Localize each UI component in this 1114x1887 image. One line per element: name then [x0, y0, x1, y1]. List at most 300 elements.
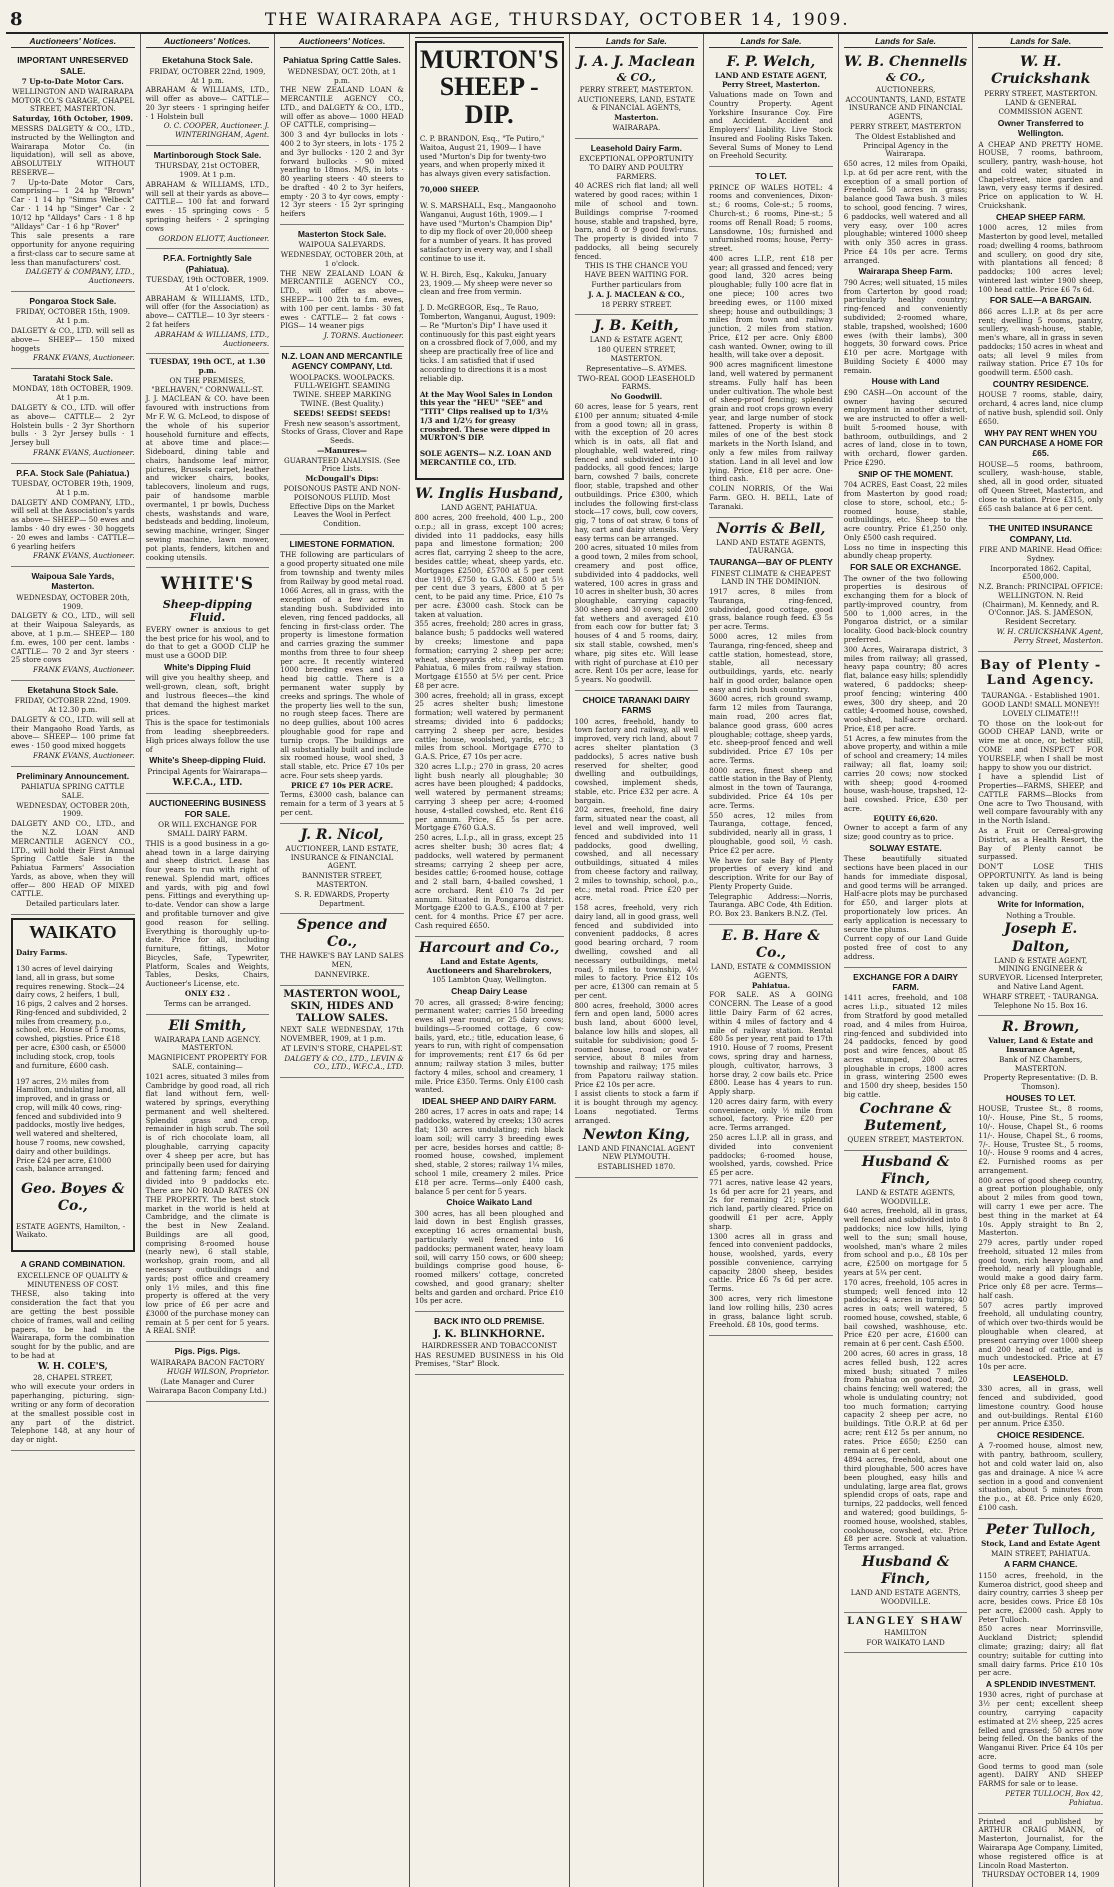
ad-body: 130 acres of level dairying land, all in grass, but some requires renewing. Stock—24 dairy cows, 2 heifers, 1 bull, 16 pigs, 2 calves and 2 horses. Ring-fenced and subdivided, 2 miles from creamery, p.o., school, etc. House of 5 rooms, cowshed, pigsties. Price £18 per acre, £300 cash, or £5000 including stock, crop, tools and furniture, £600 cash.	[16, 964, 128, 1070]
ad-signature: FRANK EVANS, Auctioneer.	[32, 665, 135, 675]
ad-address: PERRY STREET, MASTERTON.	[579, 84, 693, 94]
ad-town-2: WAIRARAPA.	[612, 122, 661, 132]
ad-body: W. S. MARSHALL, Esq., Mangaonoho Wanganui, August 16th, 1909.— I have used "Murton's Champion Dip" to dip my flock of over 20,000 sheep for a number of years. It has proved satisfactory in every way, and I shall continue to use it.	[419, 201, 557, 263]
column-1	[6, 34, 141, 1887]
ad-list: 7 Up-to-Date Motor Cars, comprising— 1 24 hp "Brown" Car · 1 14 hp "Simms Welbeck" Car · 1 14 hp "Singer" Car · 2 10/12 hp "Alldays" Cars · 1 8 hp "Alldays" Car · 1 6 hp "Rover"	[11, 177, 135, 231]
ad-subtitle: LAND & ESTATE AGENTS, WOODVILLE.	[856, 1187, 956, 1206]
advert-spence	[280, 914, 404, 986]
ad-body: W. H. Birch, Esq., Kakuku, January 23, 1909.— My sheep were never so clean and free from vermin.	[419, 269, 553, 297]
advert-chennells	[844, 51, 968, 967]
advert-pongaroa	[11, 292, 135, 369]
ad-incorporated: Incorporated 1862. Capital, £500,000.	[990, 563, 1092, 582]
columns	[6, 34, 1108, 1880]
ad-place: ON THE PREMISES, "BELHAVEN," CORNWALL-ST.	[151, 375, 264, 394]
ad-note: Owner to accept a farm of any size; good country as to price.	[843, 823, 968, 842]
ad-place: WAIPOUA SALEYARDS.	[298, 240, 386, 250]
ad-title: P.F.A. Fortnightly Sale (Pahiatua).	[163, 253, 252, 274]
ad-subtitle: WAIRARAPA LAND AGENCY. MASTERTON.	[154, 1034, 261, 1053]
ad-body: 790 Acres; well situated, 15 miles from Carterton by good road; particularly healthy country; ring-fenced and conveniently subdivided; 2-roomed whare, stable, trapshed, woolshed; 1600 ewes (with their lambs), 300 hoggets, 30 forward cows. Price £10 per acre. Mortgage with Building Society £ 4000 may remain.	[843, 277, 968, 375]
ad-town: Masterton.	[614, 113, 659, 123]
ad-note: This is the space for testimonials from leading sheepbreeders. High prices always follow the use of	[145, 718, 270, 754]
ad-subtitle: FIRE AND MARINE. Head Office: Sydney.	[979, 545, 1103, 563]
ad-subtitle: LAND AND ESTATE AGENTS, WOODVILLE.	[850, 1588, 961, 1606]
ad-town: HAMILTON	[884, 1627, 927, 1637]
advert-preliminary	[11, 767, 135, 915]
ad-title: A FARM CHANCE.	[1004, 1559, 1078, 1570]
ad-title: MASTERTON WOOL, SKIN, HIDES AND TALLOW SALES.	[283, 988, 401, 1025]
ad-body: 250 acres L.I.P. all in grass, and divided into convenient paddocks; 6-roomed house, woolshed, yards, cowshed. Price £5 per acre.	[709, 1132, 833, 1178]
ad-title: MURTON'S	[419, 45, 559, 74]
advert-waikato	[11, 918, 135, 1252]
ad-signature: DALGETY & CO., LTD., LEVIN & CO., LTD., W.F.C.A., LTD.	[284, 1053, 404, 1072]
ad-signature: FRANK EVANS, Auctioneer.	[32, 353, 135, 363]
ad-date: FRIDAY, OCTOBER 15th, 1909. At 1 p.m.	[15, 307, 130, 326]
ad-body: As a Fruit or Cereal-growing District, as a Health Resort, the Bay of Plenty cannot be surpassed.	[978, 826, 1103, 862]
ad-manures: —Manures—	[317, 445, 367, 455]
ad-agent-name: W.F.C.A., LTD.	[172, 777, 243, 788]
masthead	[6, 0, 1108, 34]
ad-title: LIMESTONE FORMATION.	[289, 538, 395, 549]
page-number: 8	[10, 9, 23, 30]
advert-maclean	[575, 51, 699, 138]
ad-body: 1930 acres, right of purchase at 3½ per cent; excellent sheep country, carrying capacity estimated at 2½ sheep, 225 acres felled and grassed; 50 acres now being felled. On the banks of the Wanganui River. Price £4 10s per acre.	[978, 1690, 1103, 1761]
ad-body: 8000 acres, finest sheep and cattle station in the Bay of Plenty, almost in the town of Tauranga, subdivided. Price £4 10s per acre. Terms.	[709, 765, 833, 810]
advert-to-let	[709, 167, 833, 517]
ad-subtitle: Dairy Farms.	[16, 948, 68, 958]
ad-title: TWO-REAL GOOD LEASEHOLD FARMS.	[577, 373, 696, 392]
ad-body: EVERY owner is anxious to get the best price for his wool, and to do that to get a GOOD CLIP he must use a GOOD DIP.	[145, 624, 270, 661]
ad-title: A SPLENDID INVESTMENT.	[985, 1679, 1096, 1690]
ad-body: DALGETY & CO., LTD. will sell as above— SHEEP— 150 mixed hoggets	[11, 325, 135, 353]
ad-body: 300 acres, freehold; all in grass, except 25 acres shelter bush; limestone formation; well watered by permanent streams; divided into 6 paddocks; carrying 2 sheep per acre, besides cattle; house, woolshed, yards, etc.; 3 miles from school. Mortgage £770 to G.A.S. Price, £7 10s per acre.	[414, 690, 564, 762]
ad-subtitle: LAND, ESTATE & COMMISSION AGENTS,	[710, 962, 832, 980]
ad-signature: J. A. J. MACLEAN & CO.,	[588, 289, 685, 299]
ad-subtitle: EXCEPTIONAL OPPORTUNITY TO DAIRY AND POULTRY FARMERS.	[579, 154, 694, 181]
ad-body: THE NEW ZEALAND LOAN & MERCANTILE AGENCY CO., LTD., and DALGETY & CO., LTD., will offer as above— 1000 HEAD OF CATTLE, comprising—	[280, 85, 404, 130]
ad-title: A GRAND COMBINATION.	[20, 1259, 125, 1270]
newspaper-title: THE WAIRARAPA AGE, THURSDAY, OCTOBER 14, 1909.	[264, 10, 850, 30]
ad-signature: Geo. Boyes & Co.,	[21, 1181, 125, 1215]
ad-date: TUESDAY, OCTOBER 19th, 1909, At 1 p.m.	[11, 479, 134, 497]
ad-subtitle: AUCTIONEER, LAND ESTATE, INSURANCE & FINANCIAL AGENT.	[285, 843, 399, 871]
imprint	[978, 1814, 1103, 1885]
advert-pfa	[11, 464, 135, 567]
ad-name: W. Inglis Husband,	[415, 486, 564, 503]
column-6	[704, 34, 839, 1887]
ad-body: HOUSE, Trustee St., 8 rooms, 10/-. House, Pine St., 5 rooms, 10/-. House, Chapel St., 6 rooms 11/-. House, Chapel St., 6 rooms, 7/-. House, Trustee St., 5 rooms, 10/-. House 9 rooms and 4 acres, £2. Furnished rooms as per arrangement.	[978, 1104, 1103, 1175]
ad-town: Pahiatua.	[751, 980, 791, 990]
ad-body: £90 CASH—On account of the owner having secured employment in another district, we are instructed to offer a well-built 5-roomed house, with bathroom, outbuildings, and 2 acres of land, close in to town, with orchard, flower garden. Price £290.	[843, 387, 968, 468]
ad-subtitle-2: ACCOUNTANTS, LAND, ESTATE INSURANCE AND FINANCIAL AGENTS,	[845, 94, 966, 122]
column-head: Lands for Sale.	[978, 36, 1103, 48]
ad-body: 202 acres, freehold, fine dairy farm, situated near the coast, all level and well improved, well fenced and subdivided into 11 paddocks, good dwelling, cowshed, and all necessary outbuildings, situated 4 miles from cheese factory and railway, 2 miles to township, school, p.o., etc.; metal road. Price £20 per acre.	[574, 805, 699, 903]
ad-name: Newton King,	[582, 1126, 690, 1143]
ad-body: 280 acres, 17 acres in oats and rape; 14 paddocks, watered by creeks; 130 acres flat; 130 acres undulating; rich black loam soil; will carry 3 breeding ewes per acre, besides horses and cattle; 8-roomed house, cowshed, implement shed, stable, 2 stores; railway 1¼ miles, school 1 mile, creamery 2 miles. Price £18 per acre. Terms—only £400 cash, balance 5 per cent for 5 years.	[414, 1107, 564, 1196]
ad-name: Husband & Finch,	[861, 1553, 950, 1588]
ad-subtitle: FOR WAIKATO LAND	[866, 1637, 945, 1647]
ad-signature: HUGH WILSON, Proprietor.	[167, 1367, 270, 1377]
imprint-date: THURSDAY OCTOBER 14, 1909	[981, 1870, 1100, 1880]
ad-body: ABRAHAM & WILLIAMS, LTD., will sell at their yards as above— CATTLE— 100 fat and forward ewes · 15 springing cows · 5 springing heifers · 2 springing cows	[145, 179, 270, 233]
column-head: Auctioneers' Notices.	[280, 36, 404, 48]
advert-nicol	[280, 824, 404, 915]
ad-date: MONDAY, 18th OCTOBER, 1909. At 1 p.m.	[12, 384, 134, 403]
ad-write: Write for Information,	[997, 899, 1084, 910]
advert-exchange-dairy	[844, 968, 968, 1151]
ad-subtitle: Stock, Land and Estate Agent	[981, 1538, 1101, 1548]
advert-martinborough	[146, 146, 270, 249]
advert-welch	[709, 51, 833, 167]
ad-signature: O. C. COOPER, Auctioneer. J. WINTERINGHAM, Agent.	[163, 121, 270, 140]
ad-title: White's Dipping Fluid	[164, 661, 251, 672]
ad-agents: Principal Agents for Wairarapa—	[147, 766, 268, 776]
ad-body: J. D. McGREGOR, Esq., Te Rauo, Tomberton, Wanganui, August, 1909:— Re "Murton's Dip" I have used it continuously for this past eight years on a crossbred flock of 7,000, and my sheep are practically free of lice and ticks. I am satisfied that if used according to directions it is a most reliable dip.	[419, 303, 557, 383]
ad-title: THE UNITED INSURANCE COMPANY, Ltd.	[988, 523, 1093, 544]
ad-title: COUNTRY RESIDENCE.	[992, 379, 1089, 390]
advert-nz-loan	[280, 347, 404, 535]
ad-body: FOR SALE. AS A GOING CONCERN. The Lease of a good little Dairy Farm of 62 acres, within 4 miles of factory and 4 mile of railway station. Rental £80 5s per year, rent paid to 17th 1910. House of 7 rooms, Present cows, spring dray and harness, plough, cultivator, harrows, 3 horse dray, 2 cow bails etc. Price £800. Lease has 4 years to run. Apply sharp.	[709, 990, 833, 1097]
ad-subtitle: THE HAWKE'S BAY LAND SALES MEN,	[280, 951, 404, 970]
advert-whites	[146, 568, 270, 794]
ad-body: 650 acres, 12 miles from Opaiki, l.p. at 6d per acre rent, with the exception of a small portion of Freehold. 50 acres in grass; balance good Tawa bush. 3 miles to school, good fencing. 7 wires, 6 paddocks, well watered and all very easy, over 100 acres ploughable; wintered 1000 sheep with only 350 acres in grass. Price £4 10s per acre. Terms arranged.	[843, 159, 968, 265]
ad-body: 4894 acres, freehold, about one third ploughable, 500 acres have been ploughed, easy hills and undulating, large area flat, grows splendid crops of oats, rape and turnips, 22 paddocks, well fenced and watered; good buildings, 5-roomed house, woolshed, stables, cookhouse, cowshed, etc. Price £8 per acre. Stock at valuation. Terms arranged.	[843, 1455, 968, 1553]
ad-body: A CHEAP AND PRETTY HOME. HOUSE, 7 rooms, bathroom, scullery, pantry, wash-house, hot and cold water, situated in Chapel-street, nice garden and lawn, very easy terms if desired. Price on application to W. H. Cruickshank.	[978, 139, 1103, 211]
ad-body: 355 acres, freehold; 280 acres in grass, balance bush; 5 paddocks well watered by creeks; limestone and papa formation; carrying 2 sheep per acre; wheat, sheepyards etc.; 9 miles from Pahiatua, 6 miles from railway station. Mortgage £1550 at 5½ per cent. Price £8 per acre.	[414, 619, 564, 690]
advert-taratahi	[11, 369, 135, 464]
ad-subtitle: LAND AND ESTATE AGENT, Perry Street, Masterton.	[715, 71, 827, 90]
ad-body: 1917 acres, 8 miles from Tauranga, ring-fenced, subdivided, good cottage, good grass, balance rough feed. £3 5s per acre. Terms.	[709, 587, 833, 632]
ad-body: 800 acres, freehold, 3000 acres fern and open land, 5000 acres bush land, about 6000 level, balance low hills and slopes, all suitable for subdivision; good 5-roomed house, road or water service, about 8 miles from township and railway; 175 miles from Papatoru railway station. Price £2 10s per acre.	[574, 1000, 699, 1089]
ad-title: P.F.A. Stock Sale (Pahiatua.)	[16, 467, 130, 478]
ad-body: 40 ACRES rich flat land; all well watered by good races; within 1 mile of school and town. Buildings comprise 7-roomed house, stable and trapshed, byre, barn, and 8 or 9 good fowl-runs. The property is divided into 7 paddocks, all being securely fenced.	[574, 181, 699, 261]
ad-subtitle: LAND AND FINANCIAL AGENT NEW PLYMOUTH.	[577, 1143, 695, 1162]
ad-body: 197 acres, 2½ miles from Hamilton, undulating land, all improved, and in grass or crop, will milk 40 cows, ring-fenced and subdivided into 9 paddocks, mostly live hedges, well watered and sheltered, house 7 rooms, new cowshed, dairy and other buildings. Price £24 per acre, £1000 cash, balance arranged.	[16, 1076, 126, 1174]
ad-note: Loss no time in inspecting this abundly cheap property.	[843, 542, 968, 561]
ad-signature: FRANK EVANS, Auctioneer.	[32, 551, 135, 561]
ad-body: 279 acres, partly under roped freehold, situated 12 miles from good town, rich heavy loam and freehold, nearly all ploughable, would make a good dairy farm. Price only £8 per acre. Terms—half cash.	[978, 1238, 1103, 1300]
ad-price: PRICE £7 10s PER ACRE.	[290, 780, 394, 790]
ad-body: 704 ACRES, East Coast, 22 miles from Masterton by good road; close to store, school, etc.; 5-roomed house, stable, outbuildings, etc. Sheep to the acre country. Price £1,250 only. Only £500 cash required.	[843, 480, 968, 542]
ad-address: WHARF STREET, - TAURANGA. Telephone No 15. Box 16.	[982, 991, 1099, 1010]
ad-address: PERRY STREET, MASTERTON.	[984, 88, 1098, 98]
advert-eli-smith	[146, 1015, 270, 1343]
ad-signature: PETER TULLOCH, Box 42, Pahiatua.	[1005, 1789, 1103, 1807]
ad-signature: J. TORNS. Auctioneer.	[323, 331, 404, 341]
ad-title: Leasehold Dairy Farm.	[590, 142, 682, 153]
ad-title: Masterton Stock Sale.	[297, 229, 387, 239]
ad-body: will give you healthy sheep, and well-grown, clean, soft, bright and lustrous fleeces—the kind that demand the highest market prices.	[145, 673, 270, 718]
ad-note: (Late Manager and Curer Wairarapa Bacon Company Ltd.)	[148, 1377, 267, 1395]
advert-limestone	[280, 535, 404, 824]
ad-title: CHOICE RESIDENCE.	[997, 1430, 1085, 1441]
ad-title: CHOICE TARANAKI DAIRY FARMS	[582, 694, 691, 716]
ad-note: The Oldest Established and Principal Agency in the Wairarapa.	[855, 131, 956, 159]
ad-title: Wairarapa Sheep Farm.	[858, 266, 953, 277]
ad-title: Choice Waikato Land	[446, 1197, 533, 1208]
advert-blinkhorne	[415, 1312, 564, 1375]
ad-branch: N.Z. Branch: PRINCIPAL OFFICE: WELLINGTON. N. Reid (Chairman), M. Kennedy, and R. O'Connor. JAS. S. JAMESON, Resident Secretary.	[978, 582, 1103, 627]
advert-harcourt	[415, 937, 564, 1313]
ad-subtitle: LAND & GENERAL COMMISSION AGENT.	[998, 98, 1083, 117]
ad-subtitle: Valuer, Land & Estate and Insurance Agent,	[988, 1036, 1094, 1055]
ad-body: WAIRARAPA BACON FACTORY	[150, 1357, 265, 1367]
ad-body: 1300 acres all in grass and fenced into convenient paddocks, house, woolshed, yards, every possible convenience, carrying capacity 2800 sheep, besides cattle. Price £6 7s 6d per acre. Terms.	[709, 1231, 833, 1294]
advert-united-insurance	[978, 519, 1103, 651]
ad-title: WHITE'S	[160, 574, 255, 595]
advert-pfa-fortnightly	[146, 249, 270, 354]
ad-address: QUEEN STREET, MASTERTON.	[847, 1134, 964, 1144]
ad-rep: S. R. EDWARDS, Property Department.	[294, 889, 390, 908]
ad-note: Detailed particulars later.	[25, 899, 120, 909]
ad-title: N.Z. LOAN AND MERCANTILE AGENCY COMPANY, Ltd.	[281, 350, 403, 372]
ad-body: 1411 acres, freehold, and 108 acres l.i.p., situated 12 miles from Stratford by good metalled road, and 4 miles from Huiroa, ring-fenced and subdivided into 24 paddocks, fenced by good post and wire fences, about 85 acres stumped, 200 acres ploughable in crops, 1800 acres in grass, wintering 2500 ewes and 1500 dry sheep, besides 150 big cattle.	[843, 993, 968, 1100]
ad-date: WEDNESDAY, OCTOBER 20th, 1909.	[16, 592, 130, 611]
ad-list: 300 3 and 4yr bullocks in lots · 400 2 to 3yr steers, in lots · 175 2 and 3yr bullocks · 120 2 and 3yr forward bullocks · 90 mixed yearling to 18mos. M/S, in lots · 80 yearling steers · 40 steers to be drafted · 40 2 to 3yr heifers, empty · 20 3 to 4yr cows, empty · 12 3yr steers · 15 2yr springing heifers	[280, 130, 404, 219]
ad-title: IDEAL SHEEP AND DAIRY FARM.	[422, 1096, 557, 1107]
ad-place: AT LEVIN'S STORE, CHAPEL-ST.	[281, 1043, 403, 1053]
ad-body: 550 acres, 12 miles from Tauranga, cottage, fenced, subdivided, nearly all in grass, 1 ploughable, good soil, ½ cash. Price £2 per acre.	[709, 810, 833, 855]
ad-subtitle: AUCTIONEERS,	[875, 84, 936, 94]
column-head: Auctioneers' Notices.	[146, 36, 270, 48]
ad-body: 850 acres near Morrinsville, Auckland District; splendid climate; grazing; dairy; all flat country; suitable for cutting into small dairy farms. Price £10 10s per acre.	[978, 1624, 1103, 1678]
ad-body: 771 acres, native lease 42 years, 1s 6d per acre for 21 years, and 2s for remaining 21; splendid rich land, partly cleared. Price on goodwill £1 per acre, Apply sharp.	[709, 1177, 833, 1231]
ad-title: BACK INTO OLD PREMISE.	[434, 1316, 545, 1327]
ad-title: LEASEHOLD.	[1013, 1372, 1069, 1383]
ad-body: A 7-roomed house, almost new, with pantry, bathroom, scullery, hot and cold water laid on, also gas and drainage. A nice ¼ acre section in a good and convenient situation, about 5 minutes from the p.o., at £8. Price only £620, £100 cash.	[978, 1441, 1103, 1512]
column-head: Lands for Sale.	[575, 36, 699, 48]
advert-bay-of-plenty	[978, 652, 1103, 1017]
ad-date: FRIDAY, OCTOBER 22nd, 1909. At 12.30 p.m.	[14, 696, 131, 714]
ad-body: HOUSE 7 rooms, stable, dairy, orchard, 4 acres land, nice clump of native bush, splendid soil. Only £650.	[978, 390, 1103, 426]
ad-end: Further particulars from	[591, 280, 682, 290]
ad-name-2: & CO.,	[616, 71, 656, 85]
ad-address: 105 Lambton Quay, Wellington.	[431, 975, 547, 985]
ad-body: THIS is a good business in a go-ahead town in a large dairying and sheep district. Lease has four years to run with right of renewal. Splendid mart, offices and yards, with pig and fowl pens. Fittings and everything up-to-date. Vendor can show a large and profitable turnover and give good reason for selling. Everything is thoroughly up-to-date. Price for all, including furniture, fittings, Motor Bicycles, Safe, Typewriter, Platform, Scales and Weights, Tables, Desks, Chairs, Auctioneer's License, etc.	[145, 838, 270, 989]
ad-body: 1066 Acres, all in grass, with the exception of a few acres in standing bush. Subdivided into eleven, ring fenced paddocks, all fencing in first-class order. The property is limestone formation and carries grazing the summer months from three to four sheep per acre. It recently wintered 1000 breeding ewes and 120 head big cattle. There is a permanent water supply by creeks and springs. The whole of the property lies well to the sun, no rough steep faces. There are no deep gullies, about 100 acres ploughable good for rape and turnip crops. The buildings are all substantially built and include six roomed house, wool shed, 3 stall stable, etc. Price £7 10s per acre. Four sets sheep yards.	[280, 586, 404, 780]
ad-title: Eketahuna Stock Sale.	[27, 684, 119, 695]
ad-subtitle-2: FINEST CLIMATE & CHEAPEST LAND IN THE DOMINION.	[711, 568, 831, 587]
ad-body: MESSRS DALGETY & CO., LTD., instructed by the Wellington and Wairarapa Motor Co. (in liquidation), will sell as above, ABSOLUTELY WITHOUT RESERVE—	[11, 123, 135, 177]
ad-date: TUESDAY, 19th OCT., at 1.30 p.m.	[149, 357, 266, 376]
ad-rep: Representative—S. AYMES.	[585, 363, 687, 373]
ad-note: Good terms to good man (sole agent). DAIRY AND SHEEP FARMS for sale or to lease.	[978, 1761, 1103, 1789]
ad-body: 800 acres, 200 freehold, 400 L.p., 200 o.r.p.; all in grass, except 100 acres; divided into 11 paddocks, easy hills papa and limestone formation; 200 acres flat, carrying 2 sheep to the acre, besides cattle; wheat, sheep yards, etc. Mortgages £2500, £5700 at 5 per cent due 1910, £750 to G.A.S. £800 at 5½ per cent due 3 years, £800 at 5 per cent, to be paid any time. Price, £10 7s per acre. £3000 cash. Stock can be taken at valuation.	[414, 513, 564, 619]
column-7	[839, 34, 974, 1887]
ad-title: SNIP OF THE MOMENT.	[858, 468, 953, 479]
ad-body: These beautifully situated sections have been placed in our hands for immediate disposal, and good terms will be arranged. Half-acre plots may be purchased for £50, and larger plots at proportionately low prices. An early application is necessary to secure the plums.	[843, 854, 968, 934]
ad-place: WELLINGTON AND WAIRARAPA MOTOR CO.'S GARAGE, CHAPEL STREET, MASTERTON.	[11, 86, 135, 114]
ad-name: W. H. COLE'S,	[37, 1361, 108, 1372]
column-4	[410, 34, 570, 1887]
advert-norris-bell	[709, 518, 833, 925]
ad-highlight: 70,000 SHEEP.	[419, 185, 480, 195]
ad-body: Valuations made on Town and Country Property. Agent Yorkshire Insurance Coy. Fire and Accident. Accident and Employers' Liability. Live Stock Insured and Fooling Risks Taken. Several Sums of Money to Lend on Freehold Security.	[709, 90, 833, 161]
advert-belhaven	[146, 354, 270, 568]
ad-body: 200 acres, situated 10 miles from a good town, 2 miles from school, creamery and post office, subdivided into 4 paddocks, well watered, 100 acres in grass and 10 acres in shelter bush, 30 acres ploughable, carrying capacity 300 sheep and 30 cows; sold 200 fat wethers and averaged £10 from each cow for butter fat; 3 houses of 4 and 5 rooms, dairy, six stall stable, cowshed, men's whare, pig sites etc. Will lease with right of purchase at £10 per acre. Rent 10s per acre, lease for 5 years. No goodwill.	[574, 543, 699, 685]
ad-body: 507 acres partly improved freehold, all undulating country, of which over two-thirds would be ploughable when cleared, at present carrying over 1000 sheep and 200 head of cattle, and is much undestocked. Price at £7 10s per acre.	[978, 1300, 1103, 1372]
ad-dips: McDougall's Dips:	[305, 474, 379, 484]
ad-subtitle: LAND AND ESTATE AGENTS, TAURANGA.	[716, 537, 826, 556]
ad-address: BANNISTER STREET, MASTERTON.	[301, 871, 383, 889]
ad-body: 1000 acres, 12 miles from Masterton by good level, metalled road; dwelling 4 rooms, bathroom and scullery, on good dry site, with plantations all fenced; 8 paddocks; 100 acres level; wintered last winter 1900 sheep, 100 head cattle. Price £6 7s 6d.	[978, 223, 1103, 294]
ad-body: 200 acres, 60 acres in grass, 18 acres felled bush, 122 acres mixed bush; situated 7 miles from Pahiatua on good road, 20 chains fencing; well watered; the whole is undulating country; not too much formation; carrying capacity 2 sheep per acre, no buildings. Title O.R.P. at 6d per acre; rent £12 5s per annum, no rates. Price £650; £250 can remain at 6 per cent.	[843, 1348, 968, 1455]
ad-title: WHY PAY RENT WHEN YOU CAN PURCHASE A HOME FOR £65.	[978, 427, 1103, 459]
ad-signature: FRANK EVANS, Auctioneer.	[32, 447, 135, 457]
ad-name: W. B. Chennells	[844, 54, 968, 71]
ad-title: Martinborough Stock Sale.	[153, 149, 262, 160]
ad-subtitle: LAND & ESTATE AGENT,	[589, 335, 683, 345]
ad-body: I have a splendid List of Properties—FARMS, SHEEP, and CATTLE FARMS—Blocks from One acre to Two Thousand, with well compare favourably with any in the North Island.	[978, 772, 1103, 826]
ad-subtitle: Land and Estate Agents, Auctioneers and Sharebrokers,	[426, 956, 552, 975]
ad-body: 100 acres, freehold, handy to town factory and railway, all well improved, very rich land, about 7 acres shelter plantation (3 paddocks), 5 acres native bush reserved for shelter, good dwelling and outbuildings, cowshed, implement sheds, stable, etc. Price £32 per acre. A bargain.	[574, 716, 699, 805]
advert-auctioneering	[146, 794, 270, 1014]
ad-title: Pongaroa Stock Sale.	[29, 296, 117, 307]
ad-body: DALGETY & CO., LTD. will offer as above— CATTLE— 2 2yr Holstein bulls · 2 3yr Shorthorn bulls · 3 2yr Jersey bulls · 1 Jersey bull	[11, 403, 135, 448]
ad-body: 250 acres, L.I.p., all in grass, except 25 acres shelter bush; 30 acres flat; 4 paddocks, well watered by permanent streams; carrying 2 sheep per acre, besides cattle; 6-roomed house, cottage and 2 stall barn, 4-bailed cowshed, 1 acre orchard. Rent £10 7s 2d per annum. Situated in Pongaroa district. Mortgage £200 to G.A.S., £100 at 7 per cent. for 4 months. Price £7 per acre. Cash required £650.	[414, 833, 564, 930]
advert-cruickshank	[978, 51, 1103, 519]
ad-date: TUESDAY, 19th OCTOBER, 1909. At 1 o'clock.	[146, 275, 269, 293]
column-2	[141, 34, 276, 1887]
column-head: Lands for Sale.	[709, 36, 833, 48]
ad-terms: Terms, £3000 cash, balance can remain for a term of 3 years at 5 per cent.	[280, 790, 404, 817]
ad-body: HAS RESUMED BUSINESS in his Old Premises, "Star" Block.	[414, 1350, 564, 1369]
ad-name: W. H. Cruickshank	[991, 54, 1091, 88]
ad-seeds: SEEDS! SEEDS! SEEDS!	[293, 408, 391, 418]
ad-signature: DALGETY & COMPANY, LTD., Auctioneers.	[25, 267, 135, 286]
ad-subtitle: OR WILL EXCHANGE FOR SMALL DAIRY FARM.	[158, 820, 257, 838]
ad-body: 3600 acres, rich ground swamp, farm 12 miles from Tauranga, main road, 200 acres flat, balance good grass, 600 acres ploughable; cottage, sheep yards, etc. sheep-proof fenced and well subdivided. Price £7 10s per acre. Terms.	[709, 694, 833, 765]
imprint-text: Printed and published by ARTHUR CRAIG MANN, of Masterton, Journalist, for the Wairarapa Age Company, Limited, whose registered office is at Lincoln Road Masterton.	[978, 1816, 1103, 1870]
ad-body: J. J. MACLEAN & CO. have been favoured with instructions from Mr F. W. G. McLeod, to dispose of the whole of his superior household furniture and effects, at above time and place:— Sideboard, dining table and chairs, handsome leaf mirror, pictures, Brussels carpet, leather and wicker chairs, books, tablecovers, linoleum and rugs, pair of handsome marble overmantel, 1 pr bowls, Duchess chests, washstands and ware, bedsteads and bedding, linoleum, sewing machine, wringer, Singer sewing machine, lawn mower, pot plants, fenders, kitchen and cooking utensils.	[145, 394, 270, 562]
advert-brown	[978, 1016, 1103, 1518]
advert-taranaki	[575, 691, 699, 1178]
advert-langley-shaw	[844, 1613, 968, 1654]
ad-body: 400 acres L.I.P., rent £18 per year; all grassed and fenced; very good land, 320 acres being ploughable; fully 100 acre flat in one piece; 100 acres two breeding ewes, or 1100 mixed sheep; house and outbuildings; 3 miles from town and railway junction, 2 miles from station. Price, £12 per acre. Only £800 cash wanted. Owner, owing to ill health, will take over a deposit.	[709, 253, 833, 360]
column-8	[973, 34, 1108, 1887]
ad-note: This sale presents a rare opportunity for anyone requiring a first-class car to secure same at less than manufacturers' cost.	[11, 231, 135, 267]
ad-address: MAIN STREET, PAHIATUA.	[991, 1548, 1091, 1558]
ad-name: Peter Tulloch,	[985, 1521, 1096, 1538]
ad-body: 170 acres, freehold, 105 acres in stumped; well fenced into 12 paddocks; 4 acres in turnips; 40 acres in oats; well watered, 5 roomed house, cowshed, stable, 6 bail cowshed, washhouse, etc. Price £20 per acre, £1600 can remain at 6 per cent. Cash £500.	[843, 1277, 968, 1349]
ad-body: 1021 acres, situated 3 miles from Cambridge by good road, all rich flat land without fern, well-watered by springs, everything permanent and well sheltered. Splendid grass and crop, remainder in high scrub. The soil is of rich chocolate loam, all ploughable, carrying capacity over 4 sheep per acre, but has principally been used for dairying and fattening farm; fenced and divided into 9 paddocks etc. There are NO ROAD RATES ON THE PROPERTY. The best stock market in the world is held at Cambridge, and the climate is the best in New Zealand. Buildings are all good, comprising 8-roomed house (nearly new), 6 stall stable, workshop, grain room, and all necessary outbuildings and yards; post office and creamery only 1½ miles, and this fine property is offered at the very low price of £6 per acre and £3000 of the purchase money can remain at 5 per cent for 5 years. A REAL SNIP.	[145, 1071, 270, 1336]
ad-title: Taratahi Stock Sale.	[32, 373, 113, 384]
column-head	[415, 36, 564, 38]
ad-body: 60 acres, lease for 5 years, rent £100 per annum; situated 4-mile from a good town; all in grass, with the exception of 20 acres which is in oats, all flat and ploughable, well watered, ring-fenced and subdivided into 10 paddocks, all good fences; large barn, cowshed 7 bails, concrete floor, stable, trapshed and other outbuildings. Price £300, which includes the following first-class stock—17 cows, bull, cow covers, gig, 7 tons of oat straw, 6 tons of hay, cart and dairy utensils. Very easy terms can be arranged.	[574, 401, 699, 543]
ad-signature: FRANK EVANS, Auctioneer.	[32, 750, 135, 760]
advert-tulloch	[978, 1519, 1103, 1814]
ad-body: 300 acres, very rich limestone land low rolling hills, 230 acres in grass, balance light scrub. Freehold. £8 10s, good terms.	[709, 1294, 833, 1330]
ad-name: J. R. Nicol,	[300, 826, 384, 843]
ad-body: DALGETY AND COMPANY, LTD., will sell at the Association's yards as above— SHEEP— 50 ewes and lambs · 40 dry ewes · 30 hoggets · 20 ewes and lambs · CATTLE— 6 yearling heifers	[11, 497, 135, 551]
ad-title: IMPORTANT UNRESERVED SALE.	[17, 55, 129, 76]
ad-body: 300 acres, has all been ploughed and laid down in best English grasses, excepting 16 acres ornamental bush, particularly well fenced into 16 paddocks; permanent water, heavy loam soil, will carry 150 cows, or 600 sheep; buildings comprise good house, 6-roomed milkers' cottage, concreted cowshed, and good granary; shelter belts and garden and orchard. Price £10 10s per acre.	[414, 1208, 564, 1306]
column-3	[275, 34, 410, 1887]
ad-title-2: SHEEP - DIP.	[439, 72, 539, 129]
ad-title: WAIKATO	[29, 921, 117, 942]
ad-address: PERRY STREET, MASTERTON	[849, 121, 962, 131]
ad-name: Spence and Co.,	[296, 917, 388, 951]
ad-telegraph: Telegraphic Address:—Norris, Tauranga. ABC Code, 4th Edition. P.O. Box 23. Bankers B.N.Z. (Tel.	[709, 891, 833, 919]
ad-price: ONLY £32 .	[184, 989, 230, 999]
ad-name: Husband & Finch,	[861, 1153, 950, 1187]
ad-body: 120 acres dairy farm, with every convenience, only ½ mile from school, factory. Price £20 per acre. Terms arranged.	[709, 1096, 833, 1133]
ad-body: The owner of the two following properties is desirous of exchanging them for a block of partly-improved country, from 500 to 1,000 acres, in the Pongaroa district, or a similar locality. Good back-block country preferred.	[843, 573, 968, 645]
ad-established: ESTABLISHED 1870.	[597, 1162, 676, 1172]
ad-title: Eketahuna Stock Sale.	[162, 55, 253, 66]
column-head: Lands for Sale.	[844, 36, 968, 48]
ad-title: Waipoua Sale Yards, Masterton.	[31, 571, 115, 592]
ad-address: 28, CHAPEL STREET,	[33, 1372, 113, 1382]
ad-name: Eli Smith,	[168, 1017, 247, 1034]
ad-body: C. P. BRANDON, Esq., "Te Putiro," Waitoa, August 21, 1909— I have used "Murton's Dip for twenty-two years, and when properly mixed it has always given every satisfaction.	[419, 134, 551, 179]
ad-title: FOR SALE OR EXCHANGE.	[850, 562, 962, 573]
ad-body: DALGETY AND CO., LTD., and the N.Z. LOAN AND MERCANTILE AGENCY CO., LTD., will hold their First Annual Spring Cattle Sale in the Pahiatua Farmers' Association Yards, as above, when they will offer— 800 HEAD OF MIXED CATTLE.	[11, 819, 135, 899]
ad-body: At the May Wool Sales in London this year the "HEU" "SEE" and "TITI" Clips realised up to 1/3½ 1/3 and 1/2½ for greasy crossbred. These were dipped in MURTON'S DIP.	[419, 389, 553, 443]
ad-subtitle: HAIRDRESSER AND TOBACCONIST	[421, 1340, 557, 1350]
ad-note: No Goodwill.	[610, 392, 663, 402]
ad-body: 320 acres L.I.p.; 270 in grass, 20 acres light bush nearly all ploughable; 30 acres have been ploughed; 4 paddocks, well watered by permanent streams; carrying 3 sheep per acre; 4-roomed house, 4-stalled cowshed, etc. Rent £16 per annum. Price, £5 5s per acre. Mortgage £760 G.A.S.	[414, 761, 564, 833]
ad-date: WEDNESDAY, OCTOBER 20th, 1909.	[16, 800, 130, 819]
ad-name: Cochrane & Butement,	[859, 1100, 952, 1134]
ad-dips-body: POISONOUS PASTE AND NON-POISONOUS FLUID. Most Effective Dips on the Market Leaves the Wool in Perfect Condition.	[283, 484, 401, 529]
advert-leasehold-dairy	[575, 139, 699, 316]
advert-pigs	[146, 1342, 270, 1401]
ad-title: CHEAP SHEEP FARM.	[995, 211, 1086, 222]
ad-date: THURSDAY, 21st OCTOBER, 1909. At 1 p.m.	[155, 161, 260, 180]
ad-body: 70 acres, all grassed; 8-wire fencing; permanent water; carries 150 breeding ewes all year round, or 25 dairy cows; buildings—5-roomed cottage, 6 cow-bails, yard, etc.; title, education lease, 6 years to run, with right of compensation for improvements; rent £17 6s 6d per annum; railway station 3 miles, butter factory 4 miles, school and creamery, 1 mile. Price £350. Terms. Only £100 cash wanted.	[414, 997, 564, 1095]
ad-seeds-body: Fresh new season's assortment, Stocks of Grass, Clover and Rape Seeds.	[281, 418, 403, 446]
advert-motor-cars	[11, 51, 135, 292]
ad-date: FRIDAY, OCTOBER 22nd, 1909, At 1 p.m.	[149, 66, 266, 85]
advert-husband-finch	[844, 1151, 968, 1613]
ad-body: 158 acres, freehold, very rich dairy land, all in good grass, well fenced and subdivided into convenient paddocks, 8 acres good bearing orchard, 7 room dwelling, cowshed and all necessary outbuildings, metal road, 5 miles to township, 4½ miles to factory. Price £12 10s per acre, £1300 can remain at 5 per cent.	[574, 903, 699, 1000]
ad-date: WEDNESDAY, OCTOBER 20th, at 1 o'clock.	[280, 250, 404, 268]
ad-bank: Bank of NZ Chambers, MASTERTON.	[999, 1054, 1083, 1073]
ad-name: J. B. Keith,	[594, 318, 679, 335]
column-head: Auctioneers' Notices.	[11, 36, 135, 48]
ad-name: J. A. J. Maclean	[577, 54, 696, 71]
ad-body: HOUSE—5 rooms, bathroom, scullery, wash-house, stable, shed, all in good order, situated off Queen Street, Masterton, and close to station. Price £315, only £65 cash balance at 6 per cent.	[978, 459, 1103, 513]
ad-body: 300 Acres, Wairarapa district, 3 miles from railway; all grassed, heavy papa country; 80 acres flat, balance easy hills; splendidly watered, 6 paddocks; sheep-proof fencing; wintering 400 ewes, 300 dry sheep, and 20 cattle; 4-roomed house, cowshed, wool-shed, half-acre orchard. Price, £18 per acre.	[843, 644, 968, 733]
ad-note: I assist clients to stock a farm if it is bought through my agency. Loans negotiated. Terms arranged.	[574, 1089, 699, 1125]
advert-waipoua	[11, 567, 135, 681]
ad-title: MAGNIFICENT PROPERTY FOR SALE, containing—	[147, 1053, 267, 1072]
advert-eketahuna-2	[146, 51, 270, 146]
ad-title: HOUSES TO LET.	[1005, 1093, 1076, 1104]
ad-title: Bay of Plenty - Land Agency.	[980, 657, 1102, 689]
ad-body: DALGETY & CO., LTD. will sell at their Mangaoho Road Yards, as above— SHEEP— 100 prime fat ewes · 150 good mixed hoggets	[11, 714, 135, 751]
ad-address: 18 PERRY STREET.	[600, 299, 672, 309]
ad-equity: EQUITY £6,620.	[873, 813, 938, 823]
ad-note: We have for sale Bay of Plenty properties of every kind and description. Write for our Bay of Plenty Property Guide.	[709, 855, 833, 891]
ad-title: Owner Transferred to Wellington.	[997, 117, 1084, 139]
ad-subtitle: LAND AGENT, PAHIATUA.	[440, 503, 538, 513]
ad-title: Preliminary Announcement.	[16, 770, 130, 781]
ad-body: 800 acres of good sheep country, a great portion ploughable, only about 2 miles from good town, will carry 1 ewe per acre. The best thing in the market at £4 10s. Apply straight to Bn 2, Masterton.	[978, 1175, 1103, 1238]
ad-date: WEDNESDAY, OCT. 20th, at 1 p.m.	[287, 66, 397, 85]
ad-end: White's Sheep-dipping Fluid.	[149, 755, 266, 766]
ad-body: PRINCE OF WALES HOTEL: 4 rooms and conveniences, Dixon-st.; 6 rooms, Cole-st.; 5 rooms, Church-st.; 6 rooms, Pine-st.; 5 rooms off Renall Road; 5 rooms, Lansdowne, 10s; furnished and unfurnished rooms; house, Perry-street.	[709, 182, 833, 254]
ad-town: DANNEVIRKE.	[314, 970, 370, 980]
advert-keith	[575, 315, 699, 691]
ad-body: THESE, also taking into consideration the fact that you are getting the best possible choice of frames, wall and ceiling papers, to be had in the Wairarapa, form the combination sought for by the public, and are to be had at	[11, 1289, 135, 1360]
ad-body: THE following are particulars of a good property situated one mile from township and twenty miles from Railway by good metal road.	[280, 550, 404, 586]
ad-name: Norris & Bell,	[716, 520, 826, 537]
ad-body: 51 Acres, a few minutes from the above property, and within a mile of school and creamery; 14 miles railway; all flat, loamy soil; carries 20 cows; now stocked with sheep; good 4-roomed house, wash-house, trapshed, 12-bail cowshed. Price, £30 per acre.	[843, 733, 968, 813]
ad-name: J. K. BLINKHORNE.	[433, 1328, 545, 1340]
ad-name-2: & CO.,	[886, 71, 926, 85]
advert-inglis-husband	[415, 483, 564, 937]
